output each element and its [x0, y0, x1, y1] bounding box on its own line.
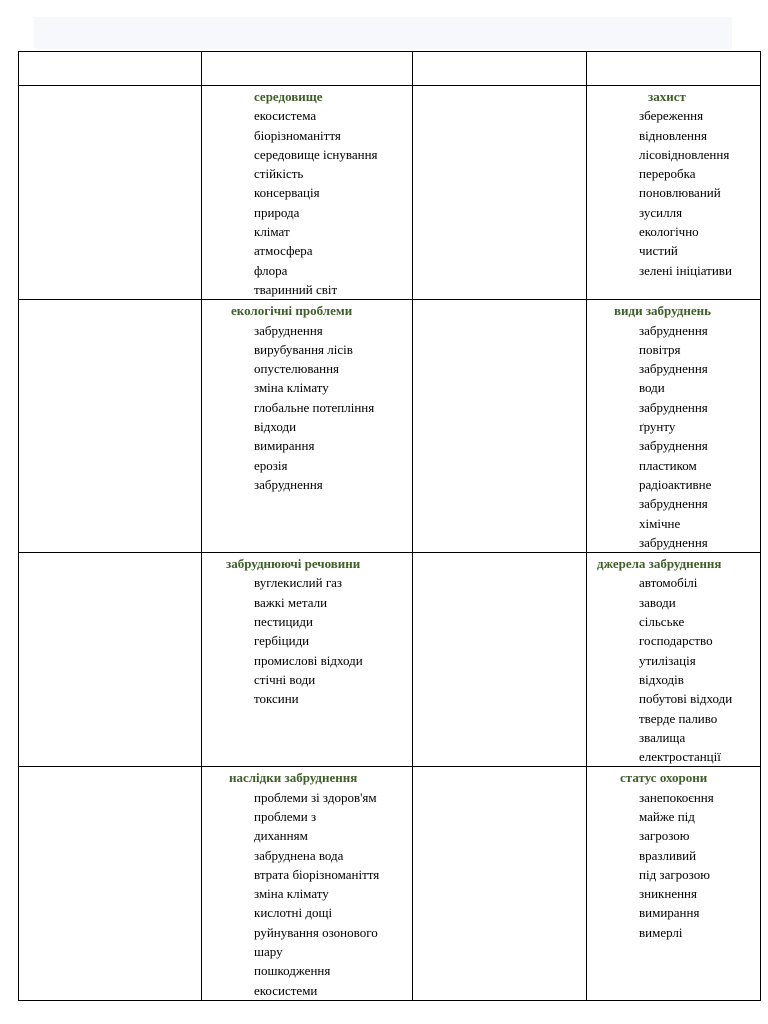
word-cell: [202, 553, 413, 767]
table-row: [19, 767, 761, 1001]
top-header-band: [34, 17, 732, 49]
list-item: звалища: [639, 729, 686, 745]
category-heading: наслідки забруднення: [229, 770, 358, 786]
word-list: [202, 573, 412, 708]
list-item: вирубування лісів: [254, 341, 353, 357]
category-heading: джерела забруднення: [597, 556, 722, 572]
list-item: флора: [254, 262, 288, 278]
list-item: автомобілі: [639, 575, 698, 591]
list-item: лісовідновлення: [639, 146, 730, 162]
list-item: тваринний світ: [254, 281, 338, 297]
category-heading: середовище: [254, 89, 323, 104]
list-item: відходів: [639, 671, 684, 687]
list-item: хімічне: [639, 515, 681, 531]
list-item: занепокоєння: [639, 789, 714, 805]
list-item: середовище існування: [254, 146, 378, 162]
list-item: вуглекислий газ: [254, 575, 343, 591]
list-item: шару: [254, 944, 283, 960]
list-item: токсини: [254, 691, 299, 707]
list-item: відходи: [254, 419, 297, 435]
list-item: зусилля: [639, 204, 683, 220]
list-item: повітря: [639, 341, 681, 357]
word-cell: [587, 300, 761, 553]
list-item: забруднення: [254, 476, 323, 492]
blank-cell: [413, 553, 587, 767]
list-item: забруднення: [639, 322, 708, 338]
list-item: пластиком: [639, 457, 697, 473]
list-item: забруднення: [254, 322, 323, 338]
list-item: забруднення: [639, 399, 708, 415]
list-item: важкі метали: [254, 594, 328, 610]
category-heading: забруднюючі речовини: [226, 556, 361, 572]
list-item: зелені ініціативи: [639, 262, 732, 278]
header-cell: [202, 52, 413, 86]
list-item: утилізація: [639, 652, 696, 668]
list-item: екосистеми: [254, 982, 318, 998]
blank-cell: [413, 86, 587, 300]
list-item: вразливий: [639, 847, 697, 863]
list-item: під загрозою: [639, 866, 710, 882]
header-cell: [587, 52, 761, 86]
blank-cell: [19, 86, 202, 300]
list-item: води: [639, 380, 665, 396]
category-heading: захист: [648, 89, 686, 104]
list-item: вимирання: [254, 438, 315, 454]
list-item: кислотні дощі: [254, 905, 333, 921]
list-item: поновлюваний: [639, 185, 721, 201]
list-item: ерозія: [254, 457, 288, 473]
category-heading: види забруднень: [614, 303, 711, 319]
list-item: господарство: [639, 633, 713, 649]
table-header-row: [19, 52, 761, 86]
list-item: переробка: [639, 166, 696, 182]
table-row: [19, 553, 761, 767]
list-item: зміна клімату: [254, 380, 329, 396]
list-item: тверде паливо: [639, 710, 718, 726]
list-item: пестициди: [254, 614, 313, 630]
list-item: сільське: [639, 614, 685, 630]
header-cell: [413, 52, 587, 86]
list-item: забруднення: [639, 534, 708, 550]
list-item: опустелювання: [254, 361, 340, 377]
header-cell: [19, 52, 202, 86]
list-item: забруднення: [639, 438, 708, 454]
table-row: [19, 300, 761, 553]
list-item: руйнування озонового: [254, 924, 378, 940]
list-item: клімат: [254, 224, 290, 240]
word-list: [587, 321, 760, 553]
table-row: [19, 86, 761, 300]
list-item: стійкість: [254, 166, 304, 182]
word-list: [202, 106, 412, 299]
list-item: електростанції: [639, 749, 721, 765]
list-item: вимирання: [639, 905, 700, 921]
list-item: відновлення: [639, 127, 707, 143]
word-list: [202, 321, 412, 495]
list-item: забруднена вода: [254, 847, 344, 863]
list-item: забруднення: [639, 496, 708, 512]
list-item: атмосфера: [254, 243, 313, 259]
list-item: загрозою: [639, 828, 690, 844]
word-list: [587, 573, 760, 766]
list-item: диханням: [254, 828, 308, 844]
list-item: зміна клімату: [254, 886, 329, 902]
word-list: [587, 788, 760, 942]
blank-cell: [19, 300, 202, 553]
list-item: збереження: [639, 108, 704, 124]
vocabulary-table: [18, 51, 761, 1001]
list-item: ґрунту: [639, 419, 676, 435]
list-item: гербіциди: [254, 633, 310, 649]
list-item: біорізноманіття: [254, 127, 341, 143]
list-item: консервація: [254, 185, 320, 201]
blank-cell: [19, 553, 202, 767]
list-item: проблеми з: [254, 808, 317, 824]
blank-cell: [413, 767, 587, 1001]
word-cell: [587, 86, 761, 300]
word-cell: [202, 767, 413, 1001]
list-item: заводи: [639, 594, 676, 610]
word-list: [202, 788, 412, 1000]
list-item: пошкодження: [254, 963, 331, 979]
list-item: екосистема: [254, 108, 317, 124]
list-item: стічні води: [254, 671, 316, 687]
word-cell: [202, 300, 413, 553]
list-item: проблеми зі здоров'ям: [254, 789, 377, 805]
list-item: природа: [254, 204, 300, 220]
list-item: побутові відходи: [639, 691, 733, 707]
list-item: радіоактивне: [639, 476, 712, 492]
list-item: промислові відходи: [254, 652, 363, 668]
blank-cell: [19, 767, 202, 1001]
list-item: чистий: [639, 243, 678, 259]
list-item: втрата біорізноманіття: [254, 866, 380, 882]
word-cell: [202, 86, 413, 300]
word-cell: [587, 553, 761, 767]
list-item: глобальне потепління: [254, 399, 375, 415]
list-item: зникнення: [639, 886, 697, 902]
category-heading: статус охорони: [620, 770, 708, 786]
category-heading: екологічні проблеми: [231, 303, 353, 319]
list-item: забруднення: [639, 361, 708, 377]
word-list: [587, 106, 760, 280]
blank-cell: [413, 300, 587, 553]
list-item: екологічно: [639, 224, 699, 240]
word-cell: [587, 767, 761, 1001]
list-item: майже під: [639, 808, 695, 824]
list-item: вимерлі: [639, 924, 683, 940]
